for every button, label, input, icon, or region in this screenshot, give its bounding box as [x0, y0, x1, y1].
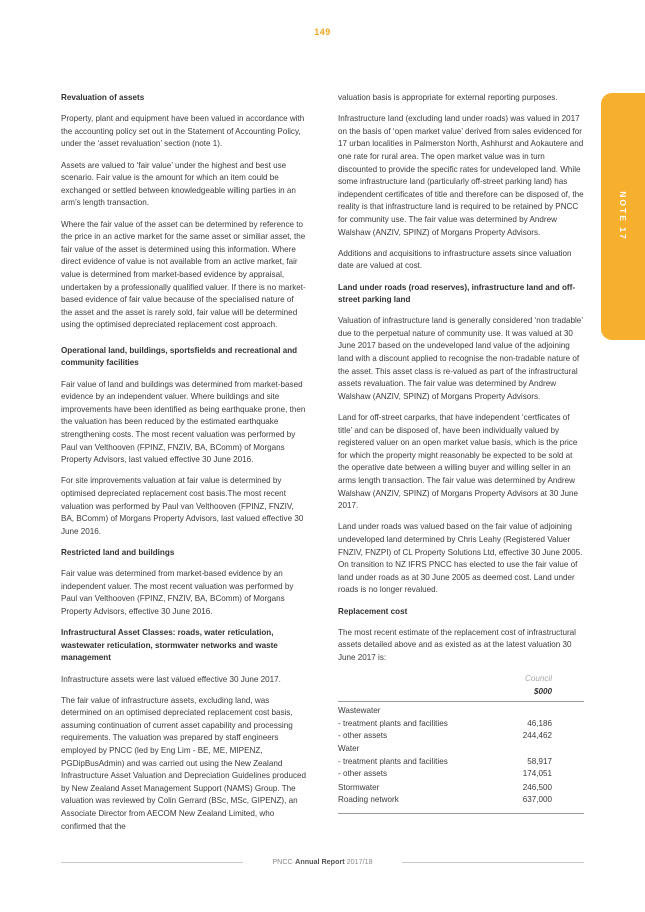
paragraph: Assets are valued to ‘fair value’ under the highest and best use scenario. Fair value is the amount for which an item could be exchanged or settled between knowledgeable willing parties in an arm’s length transaction.	[61, 160, 296, 208]
footer-title: Annual Report	[295, 857, 345, 866]
paragraph: The fair value of infrastructure assets, excluding land, was determined on an optimised depreciated replacement cost basis, assuming continuation of current asset capability and processing requirements. The valuation was prepared by staff engineers employed by PNCC (led by Eng Lim - BE, ME, MIPENZ, PGDipBusAdmin) and was carried out using the New Zealand Infrastructure Asset Valuation and Depreciation Guidelines produced by New Zealand Asset Management Support (NAMS) Group. The valuation was reviewed by Colin Gerrard (BSc, MSc, GIPENZ), an Associate Director from AECOM New Zealand Limited, who confirmed that the	[61, 695, 307, 831]
table-row	[338, 768, 584, 781]
table-row-value: 58,917	[527, 756, 552, 766]
table-row-value: 244,462	[522, 731, 552, 741]
table-row-label: - other assets	[338, 731, 388, 741]
paragraph: Land for off-street carparks, that have independent ‘certficates of title’ and can be disposed of, have been individually valued by registered valuer on an open market value basis, which is the price for which the property might reasonably be expected to be sold at the operative date between a willing buyer and willing seller in an arms length transaction. The fair value was determined by Andrew Walshaw (ANZIV, SPINZ) of Morgans Property Advisors at 30 June 2017.	[338, 413, 579, 511]
paragraph: The most recent estimate of the replacement cost of infrastructural assets detailed above and as existed as at the latest valuation 30 June 2017 is:	[338, 627, 576, 662]
table-row	[338, 705, 584, 718]
footer: PNCC·Annual Report 2017/18	[272, 857, 373, 866]
table-row	[338, 743, 584, 756]
table-row	[338, 794, 584, 807]
table-row-label: - other assets	[338, 769, 388, 779]
table-row-label: Water	[338, 744, 360, 754]
table-row-label: - treatment plants and facilities	[338, 718, 448, 728]
replacement-cost-table	[338, 673, 584, 814]
table-divider	[338, 701, 584, 702]
heading-replacement-cost: Replacement cost	[338, 606, 408, 616]
heading-infrastructural-assets: Infrastructural Asset Classes: roads, water reticulation, wastewater reticulation, stormwater networks and waste management	[61, 628, 278, 663]
footer-year: 2017/18	[346, 857, 373, 866]
table-row-value: 246,500	[522, 782, 552, 792]
paragraph: Property, plant and equipment have been valued in accordance with the accounting policy set out in the Statement of Accounting Policy, under the ‘asset revaluation’ section (note 1).	[61, 114, 305, 149]
table-row	[338, 756, 584, 769]
table-row-label: Stormwater	[338, 782, 380, 792]
paragraph: valuation basis is appropriate for external reporting purposes.	[338, 93, 558, 102]
table-row-label: - treatment plants and facilities	[338, 756, 448, 766]
paragraph: Infrastructure assets were last valued effective 30 June 2017.	[61, 674, 281, 684]
right-column	[338, 92, 584, 814]
paragraph: For site improvements valuation at fair value is determined by optimised depreciated replacement cost basis.The most recent valuation was performed by Paul van Velthooven (FPINZ, FNZIV, BA, BComm) of Morgans Property Advisors, last valued effective 30 June 2016.	[61, 476, 304, 536]
table-header	[338, 673, 584, 698]
paragraph: Additions and acquisitions to infrastructure assets since valuation date are valued at cost.	[338, 248, 572, 271]
table-row-value: 174,051	[522, 769, 552, 779]
heading-revaluation: Revaluation of assets	[61, 93, 145, 102]
footer-org: PNCC	[272, 857, 293, 866]
table-row-value: 637,000	[522, 795, 552, 805]
paragraph: Infrastructure land (excluding land under roads) was valued in 2017 on the basis of ‘open market value’ derived from sales evidenced for 17 urban localities in Palmerston North, Ashhurst and Aokautere and one rate for rural area. The open market value was in turn discounted to provide the specific rates for undeveloped land. While some infrastructure land (particularly off-street parking land) has independent certificates of title and therefore can be disposed of, the reality is that infrastructure land is required to be retained by PNCC for community use. The fair value was determined by Andrew Walshaw (ANZIV, SPINZ) of Morgans Property Advisors.	[338, 114, 584, 237]
table-column-unit: $000	[533, 686, 552, 696]
table-row-label: Wastewater	[338, 706, 381, 716]
page-number: 149	[314, 27, 331, 37]
table-row-value: 46,186	[527, 718, 552, 728]
paragraph: Fair value was determined from market-based evidence by an independent valuer. The most recent valuation was performed by Paul van Velthooven (FPINZ, FNZIV, BA, BComm) of Morgans Property Advisors, effective 30 June 2016.	[61, 569, 294, 616]
table-column-header: Council	[525, 674, 552, 684]
heading-operational-land: Operational land, buildings, sportsfields and recreational and community facilities	[61, 345, 298, 368]
paragraph: Where the fair value of the asset can be determined by reference to the price in an active market for the same asset or similiar asset, the fair value of the asset is determined using this information. Where direct evidence of value is not available from an active market, fair value is determined from market-based evidence by appraisal, undertaken by a professionally qualified valuer. If there is no market-based evidence of fair value because of the specialised nature of the asset and the asset is rarely sold, fair value will be determined using the optimised depreciated replacement cost approach.	[61, 219, 306, 330]
table-row-label: Roading network	[338, 795, 399, 805]
table-row	[338, 782, 584, 795]
paragraph: Valuation of infrastructure land is generally considered ‘non tradable’ due to the perpetual nature of community use. It was valued at 30 June 2017 based on the undeveloped land value of the adjoining land with a discount applied to recognise the non-tradable nature of the asset. This asset class is re-valued as part of the infrastructural assets revaluation. The fair value was determined by Andrew Walshaw (ANZIV, SPINZ) of Morgans Property Advisors.	[338, 316, 583, 401]
note-tab-label: NOTE 17	[618, 191, 628, 241]
heading-land-under-roads: Land under roads (road reserves), infrastructure land and off-street parking land	[338, 282, 576, 305]
table-row	[338, 718, 584, 731]
left-column	[61, 92, 307, 842]
table-row	[338, 730, 584, 743]
table-bottom-rule	[338, 813, 584, 814]
paragraph: Land under roads was valued based on the fair value of adjoining undeveloped land determined by Chris Leahy (Registered Valuer FNZIV, FNZPI) of CL Property Solutions Ltd, effective 30 June 2005. On transition to NZ IFRS PNCC has elected to use the fair value of land under roads as at 30 June 2005 as deemed cost. Land under roads is no longer revalued.	[338, 522, 583, 595]
heading-restricted-land: Restricted land and buildings	[61, 547, 175, 557]
paragraph: Fair value of land and buildings was determined from market-based evidence by an independent valuer. Where buildings and site improvements have been identified as being earthquake prone, then the valuation has been reduced by the estimated earthquake strengthening costs. The most recent valuation was performed by Paul van Velthooven (FPINZ, FNZIV, BA, BComm) of Morgans Property Advisors, last valued effective 30 June 2016.	[61, 379, 306, 465]
